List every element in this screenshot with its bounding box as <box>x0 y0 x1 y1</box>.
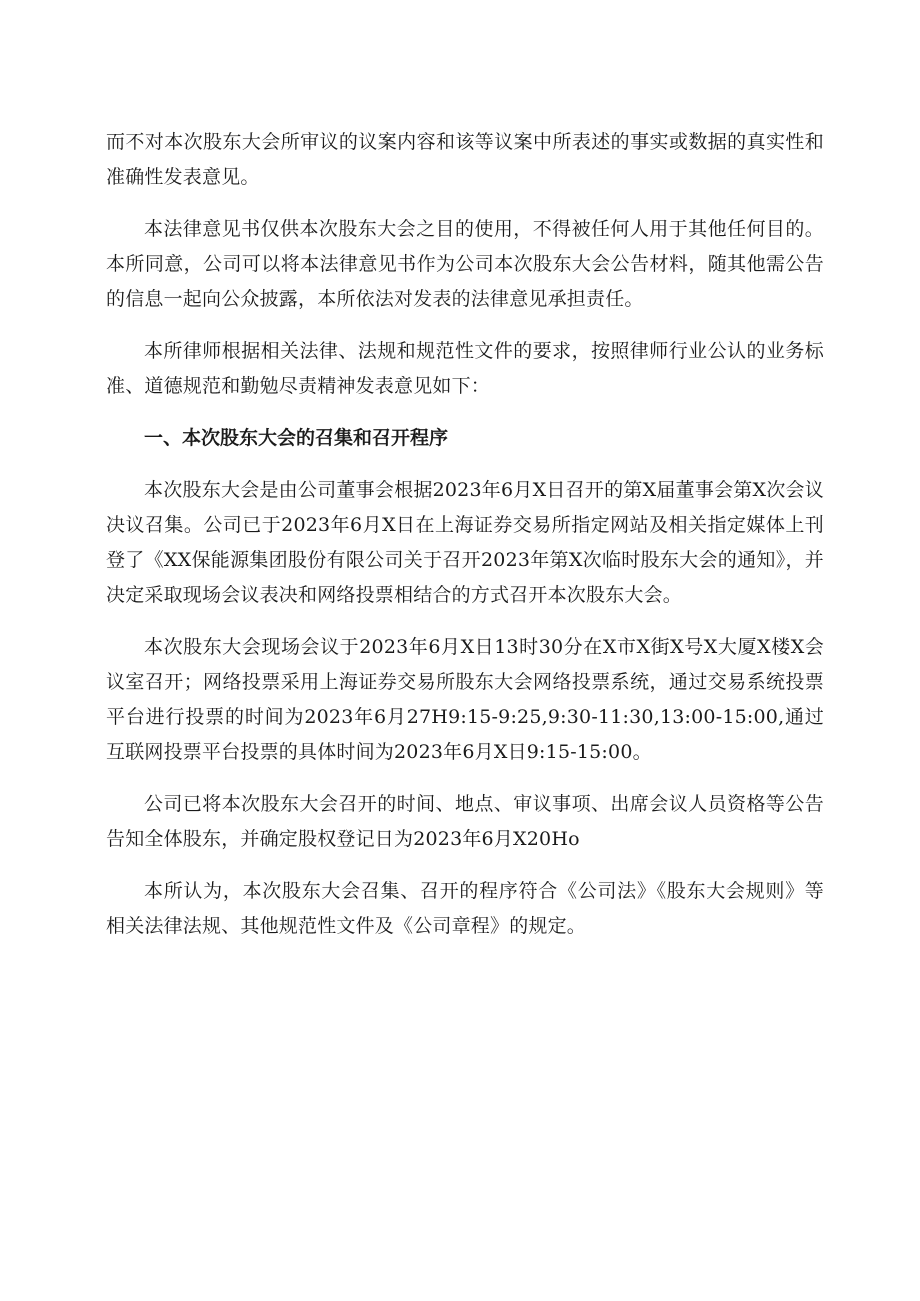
paragraph-meeting-time: 本次股东大会现场会议于2023年6月X日13时30分在X市X街X号X大厦X楼X会议室召开；网络投票采用上海证券交易所股东大会网络投票系统，通过交易系统投票平台进行投票的时间为2023年6月27H9:15-9:25,9:30-11:30,13:00-15:00,通过互联网投票平台投票的具体时间为2023年6月X日9:15-15:00。 <box>106 636 824 763</box>
paragraph-conclusion: 本所认为，本次股东大会召集、召开的程序符合《公司法》《股东大会规则》等相关法律法规、其他规范性文件及《公司章程》的规定。 <box>106 880 824 937</box>
paragraph-continuation: 而不对本次股东大会所审议的议案内容和该等议案中所表述的事实或数据的真实性和准确性发表意见。 <box>106 131 824 188</box>
paragraph-convening: 本次股东大会是由公司董事会根据2023年6月X日召开的第X届董事会第X次会议决议召集。公司已于2023年6月X日在上海证券交易所指定网站及相关指定媒体上刊登了《XX保能源集团股份有限公司关于召开2023年第X次临时股东大会的通知》，并决定采取现场会议表决和网络投票相结合的方式召开本次股东大会。 <box>106 479 824 606</box>
paragraph-notice: 公司已将本次股东大会召开的时间、地点、审议事项、出席会议人员资格等公告告知全体股东，并确定股权登记日为2023年6月X20Ho <box>106 793 824 850</box>
document-body <box>106 125 824 961</box>
paragraph-usage-scope: 本法律意见书仅供本次股东大会之目的使用，不得被任何人用于其他任何目的。本所同意，公司可以将本法律意见书作为公司本次股东大会公告材料，随其他需公告的信息一起向公众披露，本所依法对发表的法律意见承担责任。 <box>106 218 824 310</box>
paragraph-opinion-basis: 本所律师根据相关法律、法规和规范性文件的要求，按照律师行业公认的业务标准、道德规范和勤勉尽责精神发表意见如下： <box>106 340 824 397</box>
section-heading: 一、本次股东大会的召集和召开程序 <box>144 427 449 449</box>
